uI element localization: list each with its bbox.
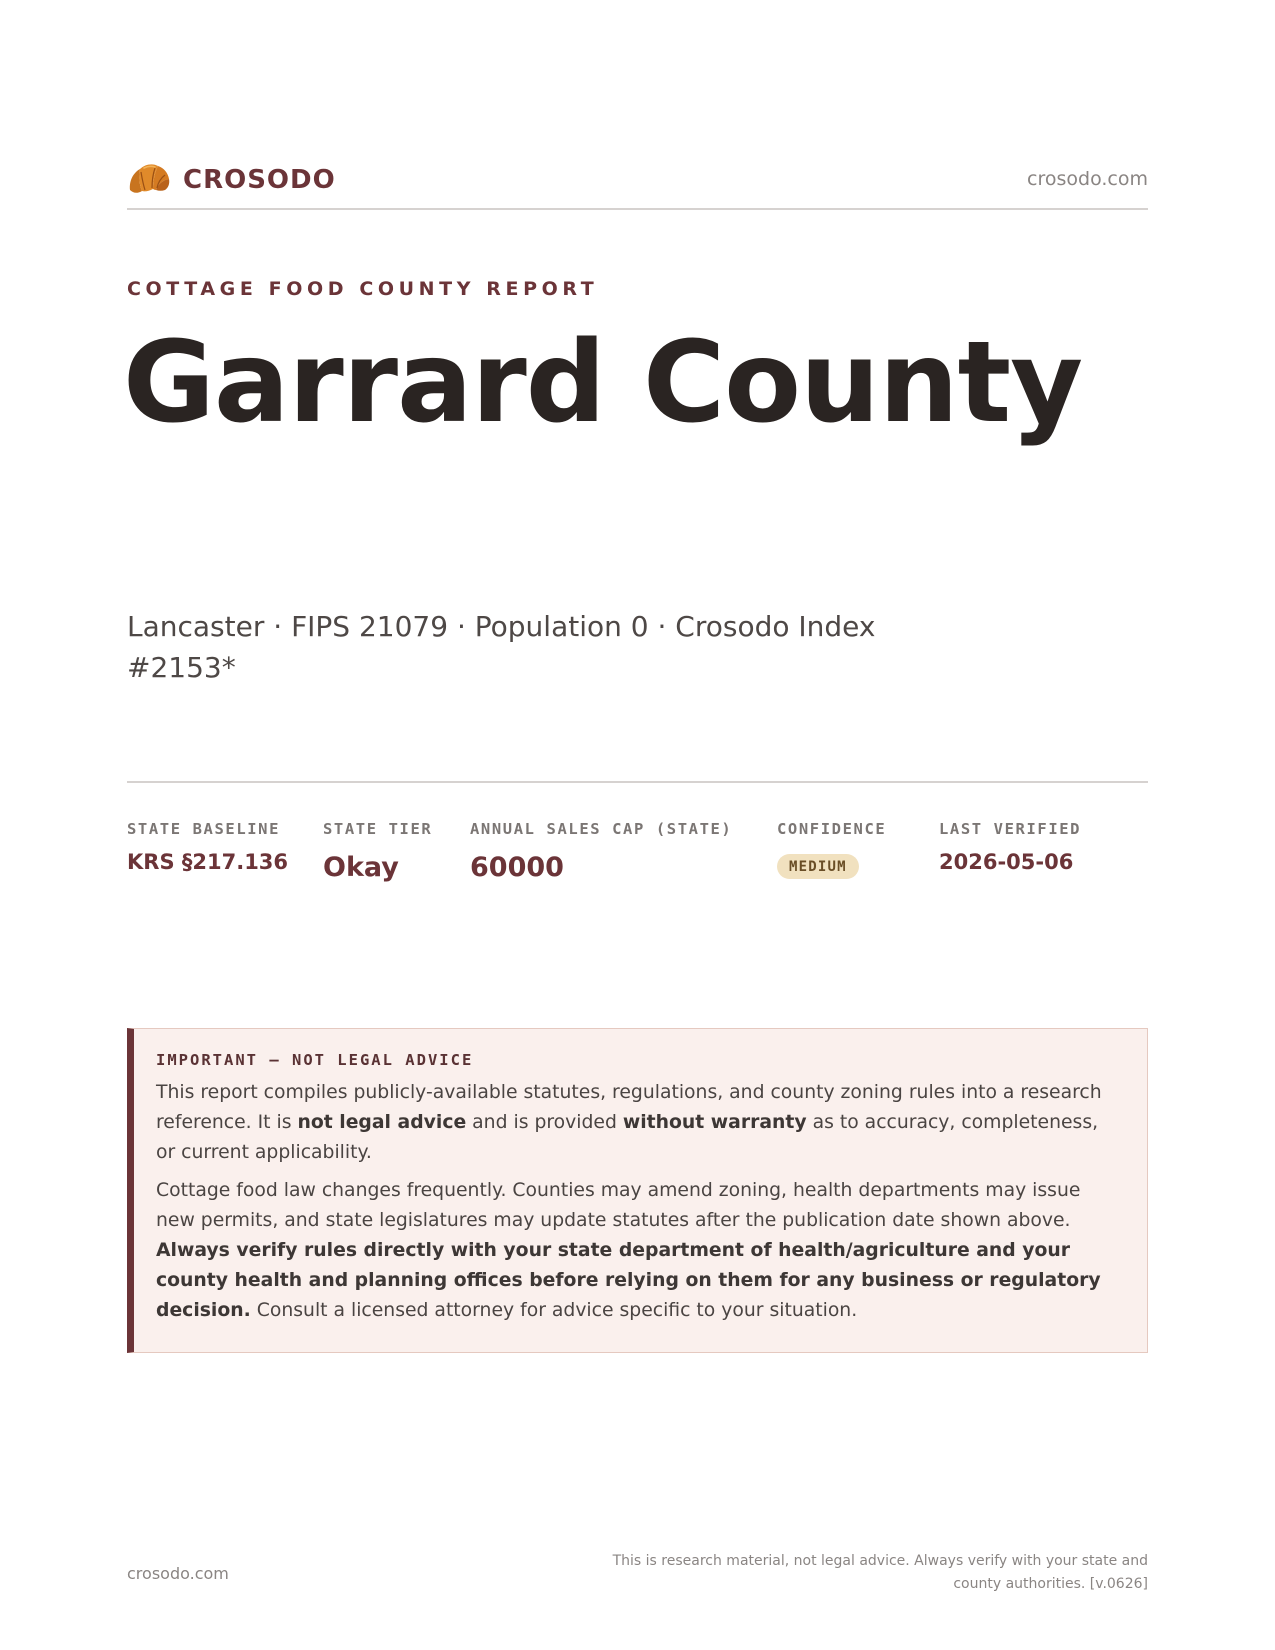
- county-subline: Lancaster · FIPS 21079 · Population 0 · Crosodo Index #2153*: [127, 610, 876, 684]
- footer-url[interactable]: crosodo.com: [127, 1564, 229, 1583]
- report-header: [127, 158, 1148, 210]
- stat-value: Okay: [323, 852, 399, 883]
- stat-value: KRS §217.136: [127, 850, 289, 874]
- stat-label: ANNUAL SALES CAP (STATE): [470, 820, 733, 838]
- stat-last-verified: [939, 820, 1081, 874]
- stat-label: STATE BASELINE: [127, 820, 281, 838]
- stat-value: 60000: [470, 852, 564, 883]
- footer-disclaimer: This is research material, not legal advice. Always verify with your state and county authorities. [v.0626]: [612, 1553, 1148, 1592]
- stat-label: STATE TIER: [323, 820, 433, 838]
- stat-annual-sales-cap: [470, 820, 732, 883]
- county-title: Garrard County: [123, 318, 1083, 448]
- stats-divider: [127, 781, 1148, 783]
- stat-value: 2026-05-06: [939, 850, 1074, 874]
- confidence-badge: MEDIUM: [777, 854, 859, 879]
- report-eyebrow: COTTAGE FOOD COUNTY REPORT: [127, 278, 599, 300]
- stat-confidence: [777, 820, 886, 879]
- stat-label: CONFIDENCE: [777, 820, 887, 838]
- stat-state-tier: [323, 820, 432, 883]
- croissant-icon: [127, 160, 171, 200]
- brand: [127, 160, 336, 200]
- report-page: [123, 0, 1148, 1650]
- site-url[interactable]: crosodo.com: [1027, 168, 1148, 190]
- notice-paragraph: This report compiles publicly-available statutes, regulations, and county zoning rules into a research reference. It is not legal advice and is provided without warranty as to accuracy, completeness, or current applicability.: [156, 1082, 1102, 1163]
- legal-notice: [127, 1028, 1148, 1353]
- brand-name: CROSODO: [183, 165, 336, 195]
- stat-label: LAST VERIFIED: [939, 820, 1082, 838]
- notice-heading: IMPORTANT — NOT LEGAL ADVICE: [156, 1051, 474, 1069]
- notice-paragraph: Cottage food law changes frequently. Counties may amend zoning, health departments may issue new permits, and state legislatures may update statutes after the publication date shown above. Always verify rules directly with your state department of health/agriculture and your county health and planning offices before relying on them for any business or regulatory decision. Consult a licensed attorney for advice specific to your situation.: [156, 1180, 1101, 1321]
- stat-state-baseline: [127, 820, 288, 874]
